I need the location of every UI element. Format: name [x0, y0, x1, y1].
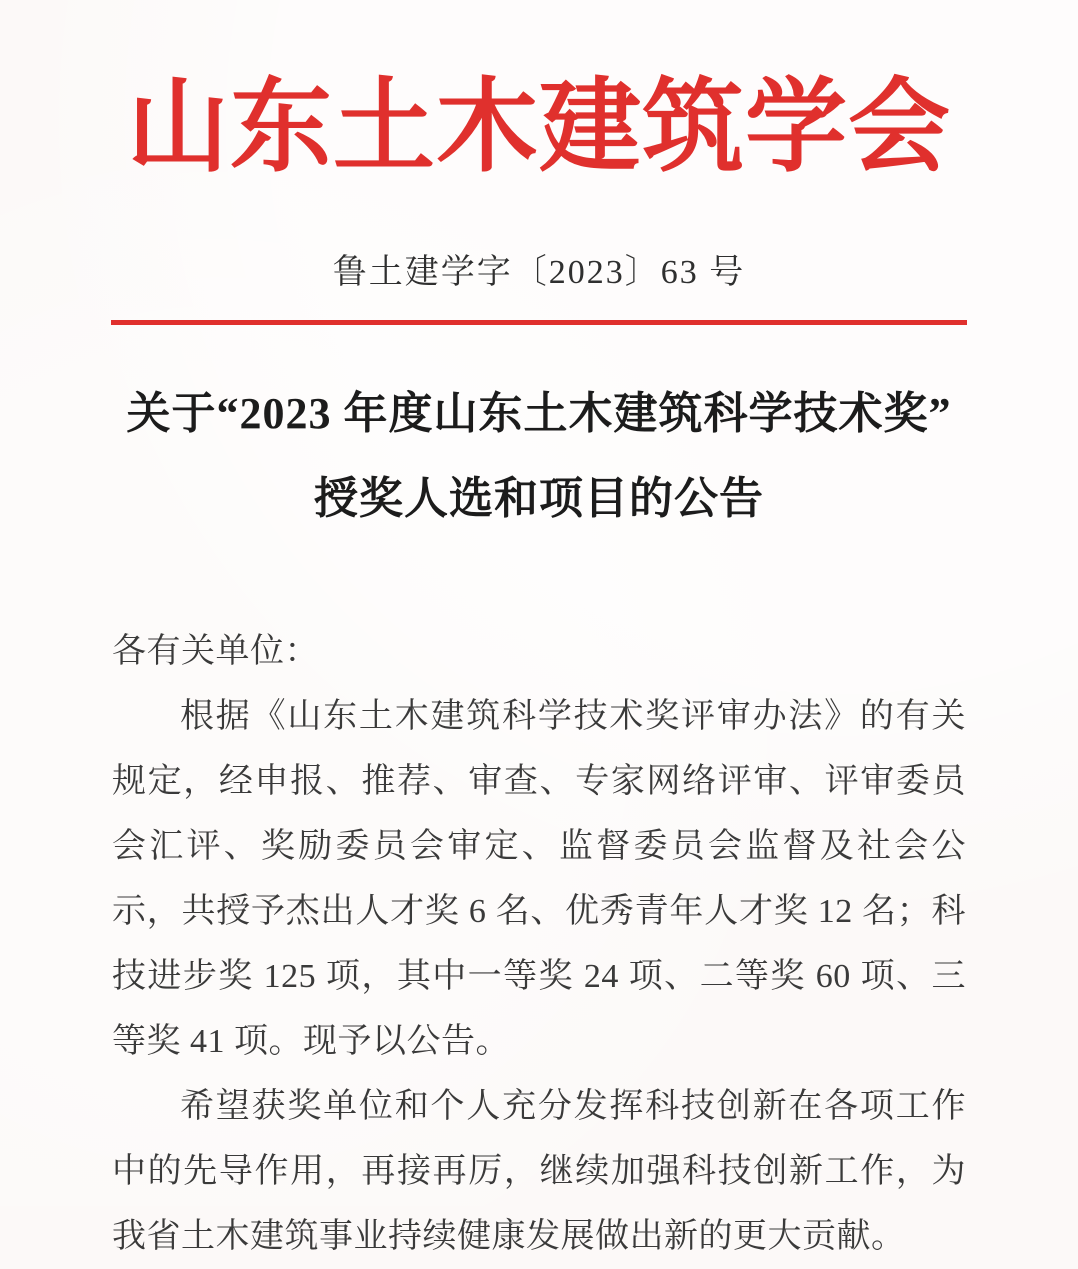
notice-body — [112, 619, 966, 1269]
body-paragraph-awards: 根据《山东土木建筑科学技术奖评审办法》的有关规定，经申报、推荐、审查、专家网络评审、评审委员会汇评、奖励委员会审定、监督委员会监督及社会公示，共授予杰出人才奖 6 名、优秀青年人才奖 12 名；科技进步奖 125 项，其中一等奖 24 项、二等奖 60 项、三等奖 41 项。现予以公告。 — [112, 697, 966, 1060]
notice-title-line1: 关于“2023 年度山东土木建筑科学技术奖” — [126, 388, 952, 438]
salutation: 各有关单位： — [112, 632, 319, 670]
organization-masthead: 山东土木建筑学会 — [127, 72, 951, 185]
red-divider-line — [111, 320, 967, 325]
body-paragraph-encouragement: 希望获奖单位和个人充分发挥科技创新在各项工作中的先导作用，再接再厉，继续加强科技创新工作，为我省土木建筑事业持续健康发展做出新的更大贡献。 — [112, 1087, 966, 1255]
notice-title-line2: 授奖人选和项目的公告 — [314, 473, 764, 523]
document-reference-number: 鲁土建学字〔2023〕63 号 — [332, 253, 746, 291]
notice-title — [0, 371, 1078, 541]
